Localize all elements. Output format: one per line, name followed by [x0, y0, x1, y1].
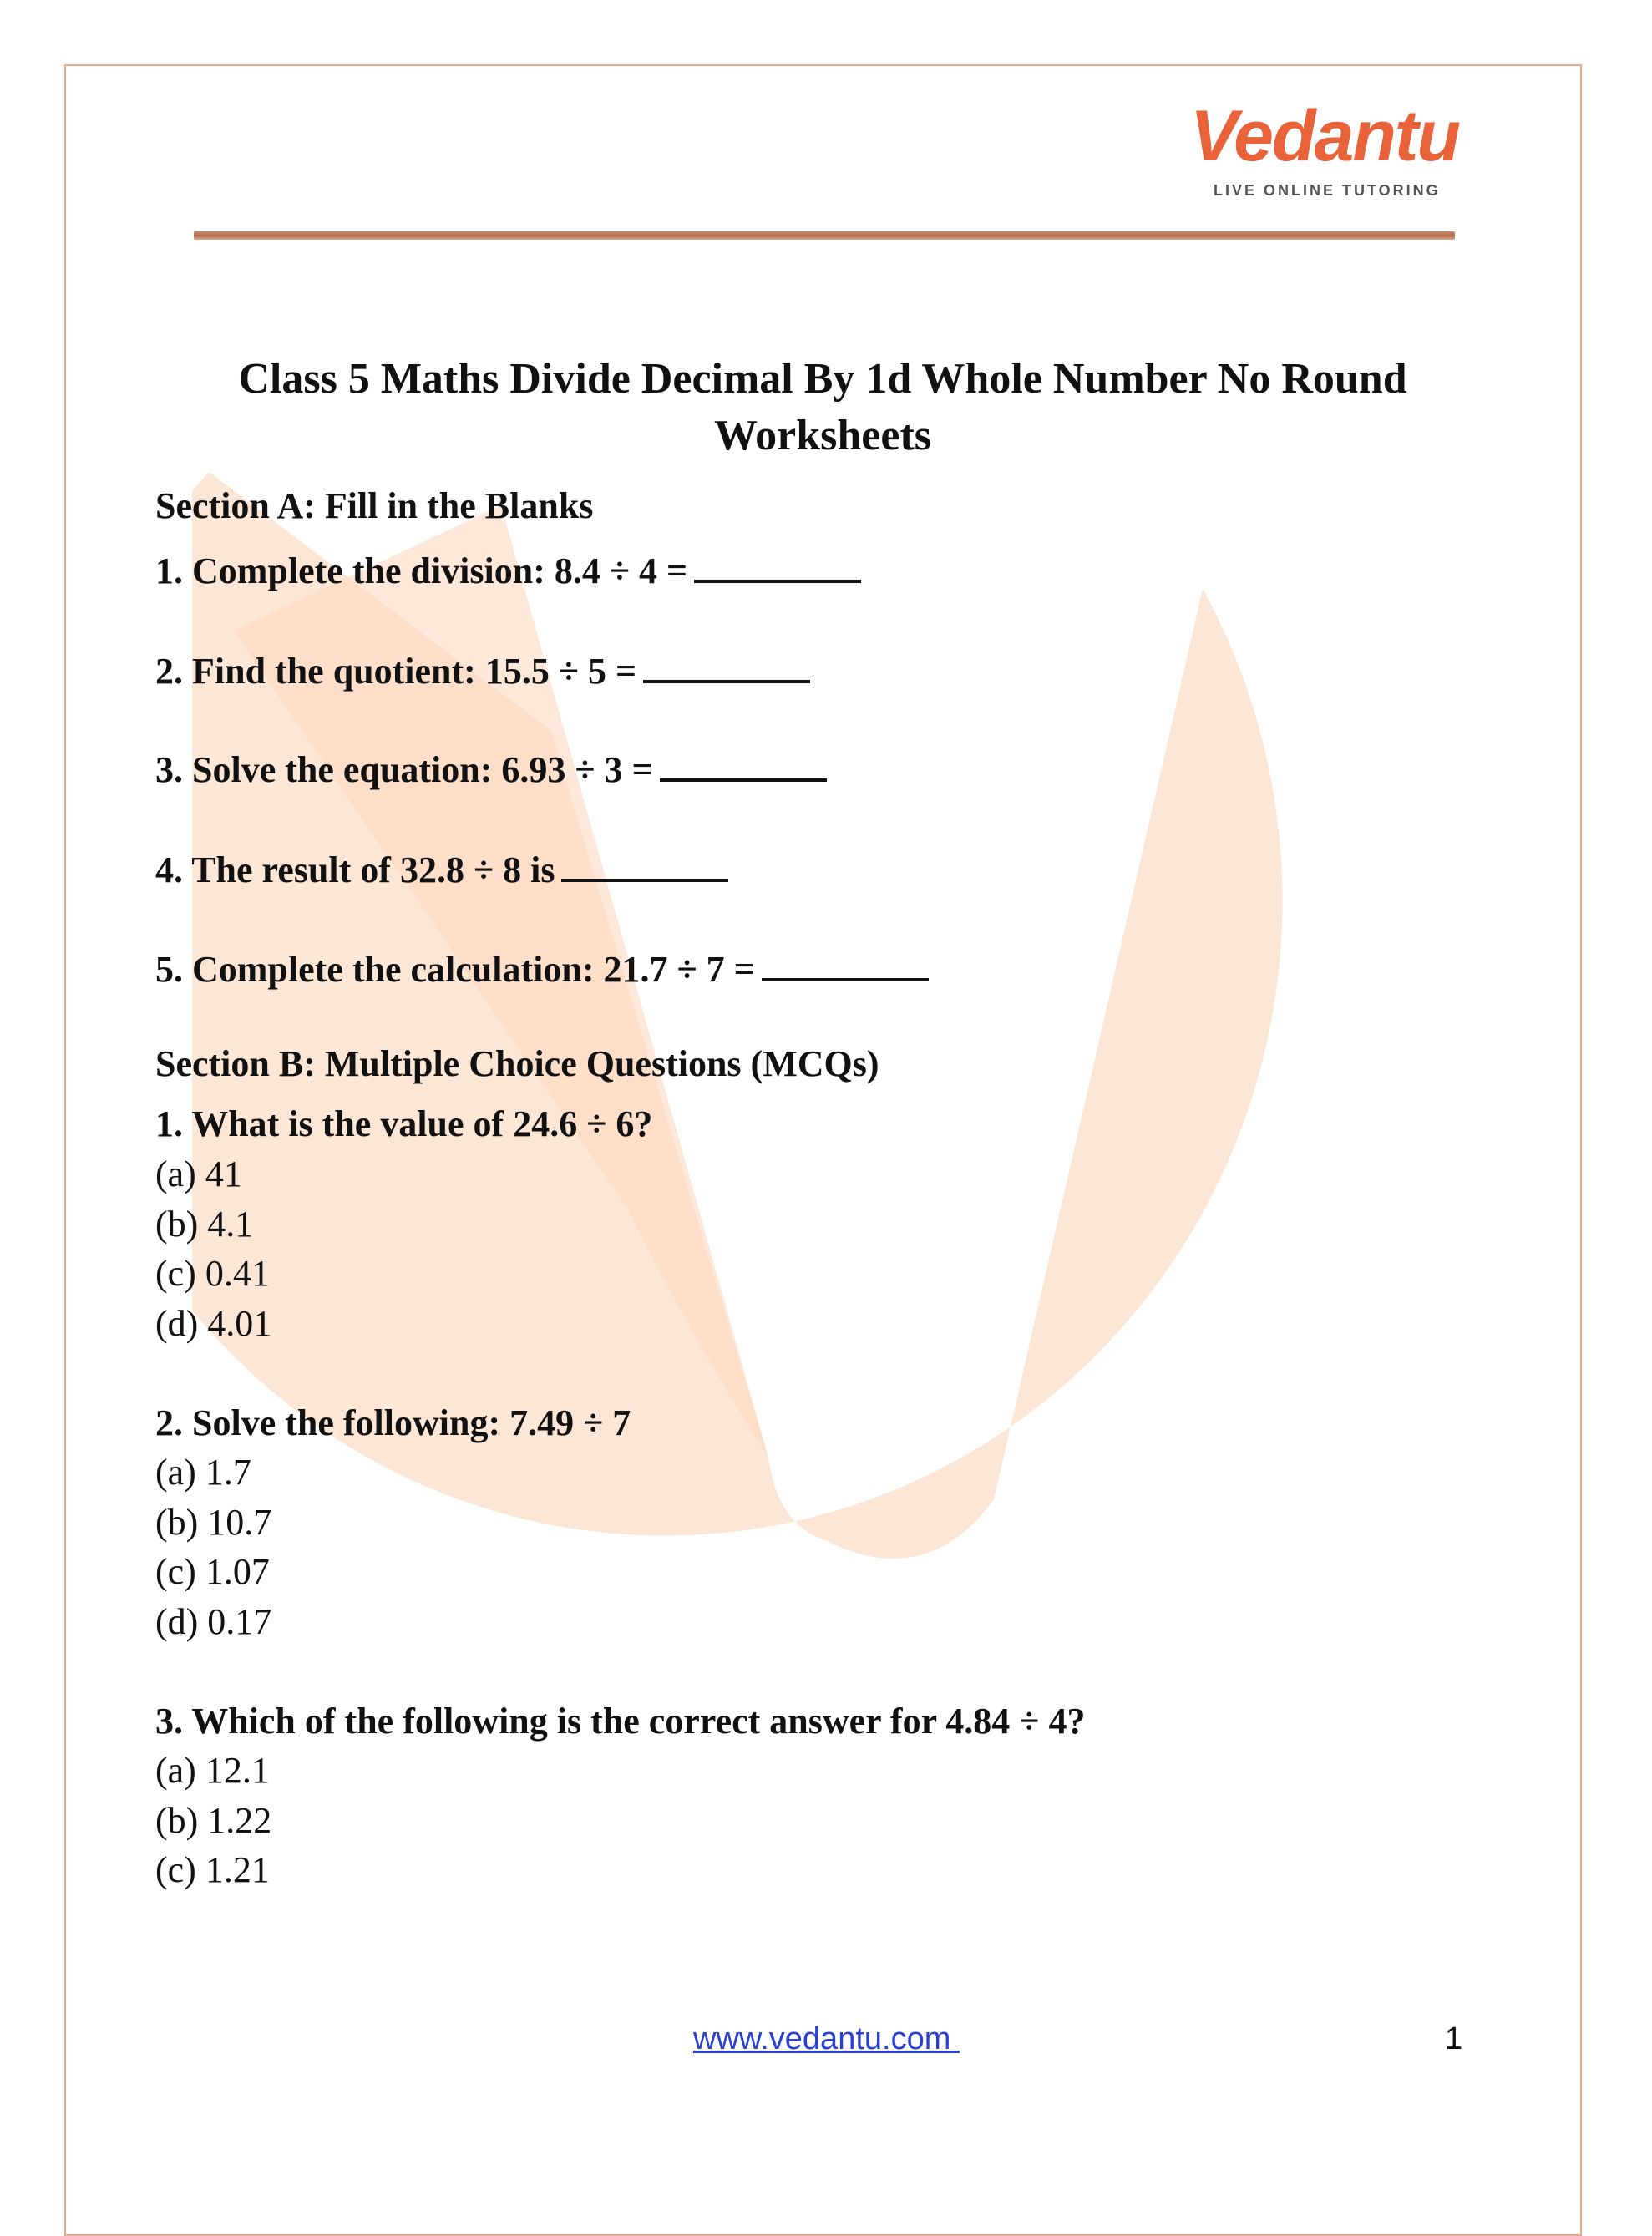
- item-text: 1. Complete the division: 8.4 ÷ 4 =: [155, 550, 688, 591]
- mcq-option: (c) 0.41: [155, 1253, 270, 1294]
- mcq-option: (a) 1.7: [155, 1452, 251, 1493]
- mcq-option: (a) 12.1: [155, 1750, 270, 1791]
- answer-blank[interactable]: [694, 543, 861, 583]
- item-text: 5. Complete the calculation: 21.7 ÷ 7 =: [155, 949, 755, 990]
- mcq-option: (d) 4.01: [155, 1303, 272, 1344]
- section-a-heading: Section A: Fill in the Blanks: [155, 485, 594, 526]
- page-number: 1: [1445, 2021, 1463, 2056]
- item-text: 3. Solve the equation: 6.93 ÷ 3 =: [155, 749, 653, 790]
- fill-blank-item: [155, 941, 929, 993]
- page-title: [159, 351, 1487, 464]
- answer-blank[interactable]: [660, 742, 827, 782]
- mcq-option: (a) 41: [155, 1153, 242, 1194]
- mcq-question: 3. Which of the following is the correct answer for 4.84 ÷ 4?: [155, 1701, 1086, 1742]
- item-text: 4. The result of 32.8 ÷ 8 is: [155, 849, 555, 890]
- fill-blank-item: [155, 643, 810, 695]
- section-b-heading: Section B: Multiple Choice Questions (MCQs): [155, 1043, 879, 1084]
- vedantu-logo: [1190, 96, 1460, 209]
- fill-blank-item: [155, 543, 861, 595]
- mcq-question: 1. What is the value of 24.6 ÷ 6?: [155, 1103, 653, 1144]
- mcq-option: (c) 1.21: [155, 1849, 270, 1890]
- mcq-question: 2. Solve the following: 7.49 ÷ 7: [155, 1402, 631, 1443]
- answer-blank[interactable]: [561, 842, 728, 882]
- header-divider: [194, 231, 1455, 240]
- title-line-1: Class 5 Maths Divide Decimal By 1d Whole Number No Round: [238, 355, 1407, 403]
- mcq-option: (c) 1.07: [155, 1551, 270, 1592]
- footer-website-link[interactable]: www.vedantu.com: [693, 2021, 960, 2056]
- fill-blank-item: [155, 742, 827, 794]
- fill-blank-item: [155, 842, 728, 894]
- mcq-option: (b) 1.22: [155, 1800, 272, 1841]
- logo-tagline: LIVE ONLINE TUTORING: [1214, 182, 1441, 199]
- mcq-option: (b) 10.7: [155, 1502, 272, 1543]
- item-text: 2. Find the quotient: 15.5 ÷ 5 =: [155, 651, 637, 692]
- answer-blank[interactable]: [643, 643, 810, 683]
- mcq-option: (b) 4.1: [155, 1204, 254, 1245]
- title-line-2: Worksheets: [714, 412, 931, 459]
- mcq-option: (d) 0.17: [155, 1601, 272, 1642]
- answer-blank[interactable]: [762, 941, 929, 981]
- logo-wordmark: Vedantu: [1190, 96, 1460, 176]
